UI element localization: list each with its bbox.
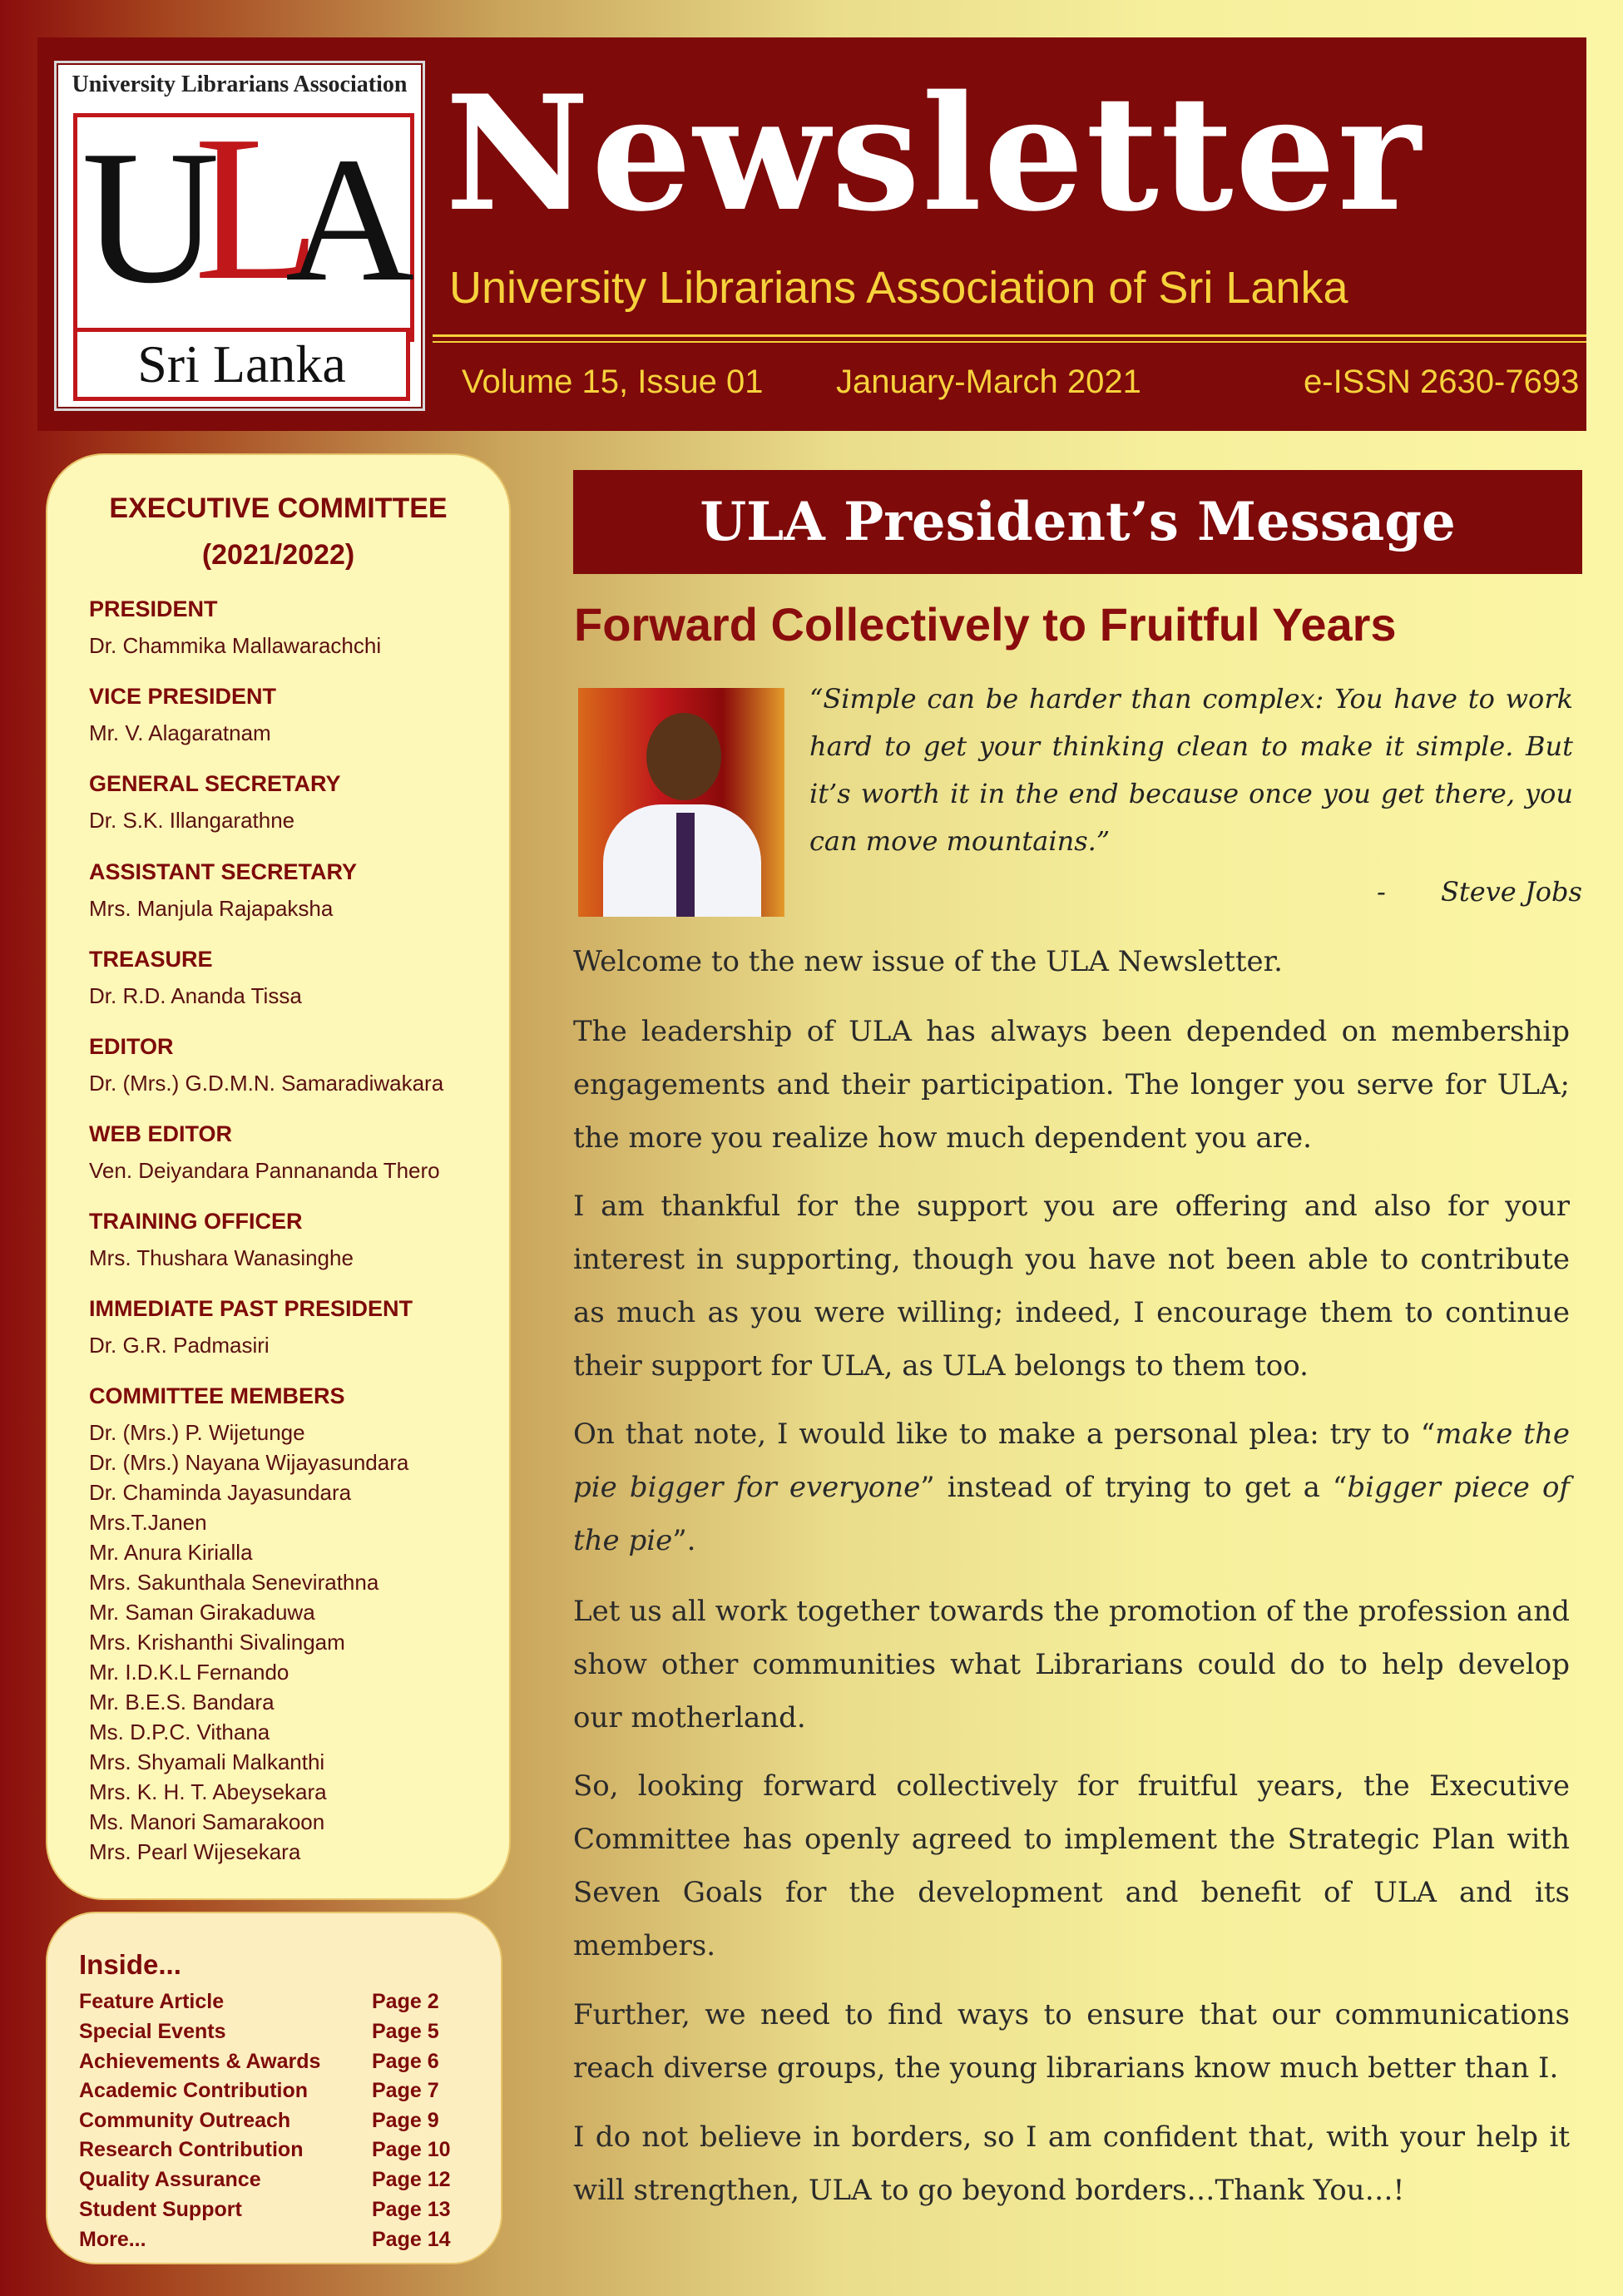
logo-top-text: University Librarians Association xyxy=(72,72,408,97)
toc-item-page: Page 14 xyxy=(372,2228,451,2251)
role-name: Dr. R.D. Ananda Tissa xyxy=(89,983,302,1008)
para4-text: ”. xyxy=(672,1524,696,1557)
toc-item-label: More... xyxy=(79,2228,146,2251)
role-name: Dr. S.K. Illangarathne xyxy=(89,808,295,833)
paragraph: So, looking forward collectively for fruitful years, the Executive Committee has openly agreed to implement the Strategic Plan with Seven Goals for the development and benefit of ULA and its members. xyxy=(573,1769,1570,1962)
toc-item-label: Feature Article xyxy=(79,1990,225,2013)
role-label: VICE PRESIDENT xyxy=(89,684,277,709)
presidents-message-banner: ULA President’s Message xyxy=(573,470,1582,574)
logo-bottom-text: Sri Lanka xyxy=(73,328,410,401)
paragraph: Welcome to the new issue of the ULA Newsletter. xyxy=(573,945,1283,978)
para4-italic: make the pie bigger for everyone xyxy=(573,1418,1570,1504)
para4-italic: bigger piece of the pie xyxy=(573,1471,1570,1557)
paragraph: I am thankful for the support you are offering and also for your interest in supporting, though you have not been able to contribute as much as you were willing; indeed, I encourage them to continue their support for ULA, as ULA belongs to them too. xyxy=(573,1190,1570,1383)
committee-members-label: COMMITTEE MEMBERS xyxy=(89,1383,345,1408)
committee-member: Mrs.T.Janen xyxy=(89,1510,207,1535)
committee-member: Mr. B.E.S. Bandara xyxy=(89,1690,275,1715)
logo-letter-u: U xyxy=(82,111,220,323)
toc-item-label: Quality Assurance xyxy=(79,2168,261,2191)
toc-item-page: Page 10 xyxy=(372,2138,451,2161)
toc-item-page: Page 6 xyxy=(372,2050,439,2073)
role-label: TREASURE xyxy=(89,947,213,972)
para4-text: On that note, I would like to make a personal plea: try to “ xyxy=(573,1418,1436,1451)
committee-member: Mrs. Krishanthi Sivalingam xyxy=(89,1630,345,1655)
toc-item-label: Research Contribution xyxy=(79,2138,304,2161)
photo-tie xyxy=(676,813,695,917)
paragraph: Further, we need to find ways to ensure that our communications reach diverse groups, the young librarians know much better than I. xyxy=(573,1998,1570,2085)
toc-item-page: Page 2 xyxy=(372,1990,439,2013)
toc-item-label: Academic Contribution xyxy=(79,2079,309,2102)
role-name: Mrs. Manjula Rajapaksha xyxy=(89,896,334,921)
inside-title: Inside... xyxy=(79,1949,181,1980)
committee-member: Mr. Anura Kirialla xyxy=(89,1540,253,1565)
para4-text: ” instead of trying to get a “ xyxy=(920,1471,1348,1504)
header-divider xyxy=(433,334,1586,337)
paragraph: Let us all work together towards the promotion of the profession and show other communities what Librarians could do to help develop our motherland. xyxy=(573,1595,1570,1734)
committee-member: Mrs. Shyamali Malkanthi xyxy=(89,1749,325,1774)
committee-member: Mrs. Pearl Wijesekara xyxy=(89,1839,301,1864)
toc-item-label: Community Outreach xyxy=(79,2109,291,2132)
role-name: Dr. (Mrs.) G.D.M.N. Samaradiwakara xyxy=(89,1071,444,1096)
role-name: Mrs. Thushara Wanasinghe xyxy=(89,1245,354,1270)
role-label: PRESIDENT xyxy=(89,596,218,621)
toc-item-page: Page 13 xyxy=(372,2198,451,2221)
ula-logo xyxy=(54,61,425,411)
exec-title-line2: (2021/2022) xyxy=(201,539,355,571)
header-divider-thin xyxy=(433,341,1586,343)
committee-member: Ms. Manori Samarakoon xyxy=(89,1809,325,1834)
opening-quote: “Simple can be harder than complex: You have to work hard to get your thinking clean to make it simple. But it’s worth it in the end because once you get there, you can move mountains.” xyxy=(809,683,1573,857)
logo-letter-l: L xyxy=(194,93,321,324)
article-headline: Forward Collectively to Fruitful Years xyxy=(574,598,1397,651)
toc-item-label: Special Events xyxy=(79,2020,226,2043)
paragraph: I do not believe in borders, so I am confident that, with your help it will strengthen, ULA to go beyond borders…Thank You…! xyxy=(573,2120,1570,2207)
executive-committee-panel xyxy=(46,453,511,1900)
photo-head xyxy=(646,713,721,800)
toc-item-page: Page 7 xyxy=(372,2079,439,2102)
quote-author: Steve Jobs xyxy=(1441,876,1582,908)
newsletter-header xyxy=(37,37,1586,431)
exec-title-line1: EXECUTIVE COMMITTEE xyxy=(109,492,448,524)
logo-letter-a: A xyxy=(285,120,415,319)
role-label: ASSISTANT SECRETARY xyxy=(89,859,358,884)
newsletter-title: Newsletter xyxy=(445,61,1423,246)
committee-member: Mrs. K. H. T. Abeysekara xyxy=(89,1779,327,1804)
role-label: WEB EDITOR xyxy=(89,1121,233,1146)
committee-member: Mr. I.D.K.L Fernando xyxy=(89,1660,289,1685)
volume-issue: Volume 15, Issue 01 xyxy=(462,364,764,400)
paragraph xyxy=(573,1408,1570,1567)
committee-member: Ms. D.P.C. Vithana xyxy=(89,1720,270,1744)
committee-member: Dr. (Mrs.) Nayana Wijayasundara xyxy=(89,1450,409,1475)
toc-item-page: Page 9 xyxy=(372,2109,439,2132)
newsletter-subtitle: University Librarians Association of Sri Lanka xyxy=(449,263,1348,313)
toc-item-page: Page 12 xyxy=(372,2168,451,2191)
issn: e-ISSN 2630-7693 xyxy=(1304,364,1580,400)
issue-period: January-March 2021 xyxy=(836,364,1141,400)
president-photo xyxy=(578,688,784,917)
toc-item-label: Achievements & Awards xyxy=(79,2050,321,2073)
role-label: IMMEDIATE PAST PRESIDENT xyxy=(89,1296,413,1321)
inside-contents-panel xyxy=(46,1912,502,2264)
role-label: TRAINING OFFICER xyxy=(89,1209,303,1234)
role-label: EDITOR xyxy=(89,1034,174,1059)
quote-dash: - xyxy=(1377,876,1386,908)
role-name: Dr. G.R. Padmasiri xyxy=(89,1333,270,1358)
committee-member: Mr. Saman Girakaduwa xyxy=(89,1600,315,1625)
committee-member: Dr. Chaminda Jayasundara xyxy=(89,1480,352,1505)
toc-item-label: Student Support xyxy=(79,2198,242,2221)
toc-item-page: Page 5 xyxy=(372,2020,439,2043)
committee-member: Mrs. Sakunthala Senevirathna xyxy=(89,1570,379,1595)
role-name: Dr. Chammika Mallawarachchi xyxy=(89,633,382,658)
role-name: Ven. Deiyandara Pannananda Thero xyxy=(89,1158,440,1183)
role-name: Mr. V. Alagaratnam xyxy=(89,720,271,745)
committee-member: Dr. (Mrs.) P. Wijetunge xyxy=(89,1420,305,1445)
paragraph: The leadership of ULA has always been depended on membership engagements and their participation. The longer you serve for ULA; the more you realize how much dependent you are. xyxy=(573,1015,1570,1155)
role-label: GENERAL SECRETARY xyxy=(89,771,341,796)
